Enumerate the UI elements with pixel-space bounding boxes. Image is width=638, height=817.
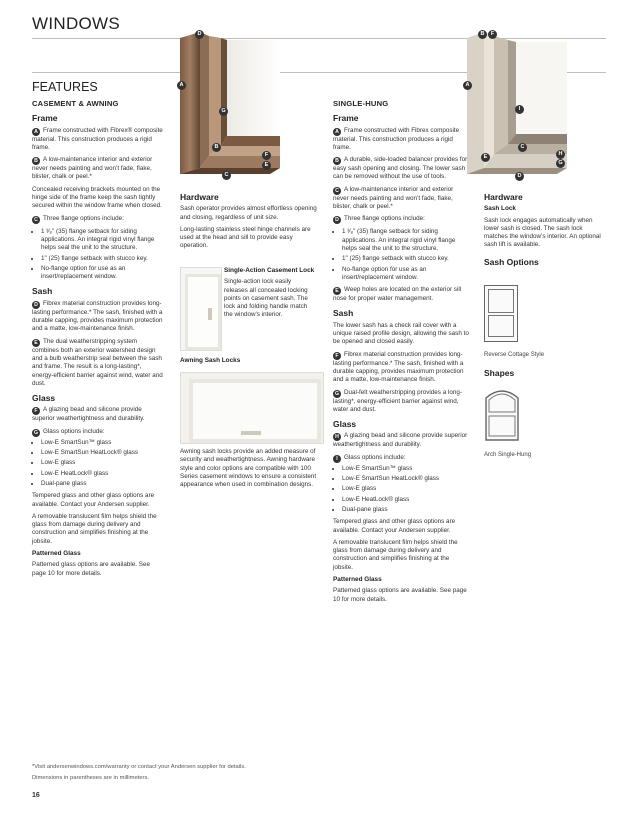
list-item: • 1 ³⁄₈" (35) flange setback for siding applications. An integral rigid vinyl flange helps seal the unit to the structure.	[41, 228, 164, 253]
awning-text: Awning sash locks provide an added measure of security and weathertightness. Awning hardware style and color options are compatible with 100 Series casement windows to ensure a consistent appearance when used in combination designs.	[180, 448, 317, 489]
badge-f: F	[32, 407, 40, 415]
casement-frame-title: Frame	[32, 113, 58, 124]
sh-glass-film: A removable translucent film helps shield the glass from damage during delivery and construction and simplifies finishing at the jobsite.	[333, 538, 458, 571]
casement-sash-d: Fibrex material construction provides long-lasting performance.* The sash, finished with a durable capping, provides maximum protection and a matte, low-maintenance finish.	[32, 299, 163, 333]
casement-patterned-title: Patterned Glass	[32, 549, 81, 557]
list-item: • Low-E SmartSun™ glass	[41, 439, 164, 447]
casement-glass-film: A removable translucent film helps shield the glass from damage during delivery and construction and simplifies finishing at the jobsite.	[32, 512, 157, 545]
badge-e: E	[32, 339, 40, 347]
shapes-title: Shapes	[484, 368, 515, 378]
list-item: • No-flange option for use as an insert/replacement window.	[41, 265, 164, 282]
awning-caption-wrap	[180, 357, 320, 365]
badge-i: I	[333, 455, 341, 463]
casement-frame-c: Three flange options include:	[43, 214, 124, 222]
badge-c: C	[333, 187, 341, 195]
list-item: • No-flange option for use as an insert/replacement window.	[342, 266, 469, 283]
list-item: • 1 ³⁄₈" (35) flange setback for siding applications. An integral rigid vinyl flange helps seal the unit to the structure.	[342, 228, 469, 253]
casement-glass-list	[32, 439, 164, 488]
casement-sash-e: The dual weatherstripping system combines both an exterior watershed design and a bulb weatherstrip seal between the sash and frame. The result is a long-lasting*, energy-efficient barrier against wind, water and dust.	[32, 337, 163, 387]
badge-d: D	[32, 301, 40, 309]
sh-hardware-column	[484, 193, 608, 270]
callout-e: E	[262, 161, 271, 170]
awning-lock-photo	[180, 372, 324, 444]
callout-b-sh: B	[478, 30, 487, 39]
single-action-lock	[224, 267, 316, 324]
casement-glass-title: Glass	[32, 393, 56, 404]
badge-h: H	[333, 433, 341, 441]
sh-hardware-title: Hardware	[484, 192, 523, 202]
casement-concealed: Concealed receiving brackets mounted on the hinge side of the frame keep the sash tightly secured within the window frame when closed.	[32, 185, 162, 210]
callout-a: A	[177, 81, 186, 90]
sh-frame-a: Frame constructed with Fibrex composite material. This construction produces a rigid frame.	[333, 126, 460, 151]
sh-patterned-text: Patterned glass options are available. See page 10 for more details.	[333, 587, 467, 603]
sash-lock-title: Sash Lock	[484, 205, 516, 213]
arch-single-hung-icon	[484, 384, 520, 442]
badge-d: D	[333, 216, 341, 224]
callout-f-sh: F	[488, 30, 497, 39]
hardware-p2: Long-lasting stainless steel hinge channels are used at the head and sill to provide easy operation.	[180, 225, 311, 250]
badge-g: G	[334, 390, 340, 397]
sh-frame-e: Weep holes are located on the exterior sill nose for proper water management.	[333, 286, 462, 303]
page-title: WINDOWS	[32, 14, 121, 33]
callout-d: D	[195, 30, 204, 39]
shapes-wrap	[484, 369, 608, 377]
awning-caption: Awning Sash Locks	[180, 357, 241, 364]
reverse-cottage-caption: Reverse Cottage Style	[484, 352, 545, 358]
sash-options-title: Sash Options	[484, 256, 539, 267]
casement-glass-tempered: Tempered glass and other glass options are available. Contact your Andersen supplier.	[32, 492, 155, 508]
sh-frame-b: A durable, side-loaded balancer provides for easy sash opening and closing. The lower sash can be removed without the use of tools.	[333, 156, 468, 181]
footnote-warranty: *Visit andersenwindows.com/warranty or contact your Andersen supplier for details.	[32, 764, 246, 770]
list-item: • 1" (25) flange setback with stucco key.	[342, 255, 469, 263]
single-hung-column	[333, 100, 469, 608]
sh-patterned-title: Patterned Glass	[333, 575, 382, 583]
callout-d-sh: D	[515, 172, 524, 181]
callout-g: G	[219, 107, 228, 116]
sh-glass-h: A glazing bead and silicone provide superior weathertightness and durability.	[333, 432, 468, 449]
list-item: • Low-E HeatLock® glass	[342, 496, 469, 504]
callout-c: C	[222, 171, 231, 180]
callout-h-sh: H	[556, 150, 565, 159]
sh-glass-i: Glass options include:	[344, 453, 406, 461]
sh-sash-title: Sash	[333, 308, 354, 319]
sash-lock-text: Sash lock engages automatically when lower sash is closed. The sash lock matches the window’s interior. An optional sash lift is available.	[484, 216, 601, 249]
badge-a: A	[333, 128, 341, 136]
sh-sash-p: The lower sash has a check rail cover with a unique raised profile design, allowing the sash to be opened and closed easily.	[333, 321, 469, 346]
sh-frame-c: A low-maintenance interior and exterior never needs painting and won’t fade, flake, blister, chalk or peel.*	[333, 185, 454, 211]
hardware-title: Hardware	[180, 192, 219, 202]
casement-heading: CASEMENT & AWNING	[32, 99, 119, 108]
casement-lock-photo	[180, 267, 222, 351]
list-item: • Low-E SmartSun HeatLock® glass	[342, 475, 469, 483]
callout-f: F	[262, 151, 271, 160]
badge-c: C	[32, 216, 40, 224]
sh-sash-g: Dual-felt weatherstripping provides a long-lasting*, energy-efficient barrier against wind, water and dust.	[333, 388, 462, 413]
casement-flange-list	[32, 228, 164, 282]
badge-f: F	[333, 352, 341, 360]
sh-glass-title: Glass	[333, 419, 357, 430]
sh-flange-list	[333, 228, 469, 282]
sh-sash-f: Fibrex material construction provides long-lasting performance.* The sash, finished with a durable capping, provides maximum protection and a matte, low-maintenance finish.	[333, 350, 464, 384]
callout-e-sh: E	[481, 153, 490, 162]
hardware-p1: Sash operator provides almost effortless opening and closing, regardless of unit size.	[180, 205, 317, 221]
badge-e: E	[333, 287, 341, 295]
casement-frame-b: A low-maintenance interior and exterior never needs painting and won’t fade, flake, blister, chalk or peel.*	[32, 156, 153, 181]
sh-glass-list	[333, 465, 469, 514]
single-hung-heading: SINGLE-HUNG	[333, 99, 389, 108]
badge-b: B	[32, 157, 40, 165]
list-item: • 1" (25) flange setback with stucco key.	[41, 255, 164, 263]
footnote-dimensions: Dimensions in parentheses are in millimeters.	[32, 775, 149, 781]
callout-b: B	[212, 143, 221, 152]
casement-patterned-text: Patterned glass options are available. See page 10 for more details.	[32, 561, 150, 577]
callout-a-sh: A	[463, 81, 472, 90]
features-heading: FEATURES	[32, 80, 98, 94]
sh-frame-title: Frame	[333, 113, 359, 124]
lock-title: Single-Action Casement Lock	[224, 267, 315, 274]
badge-g: G	[33, 429, 39, 436]
sh-frame-d: Three flange options include:	[344, 215, 425, 223]
list-item: • Dual-pane glass	[342, 506, 469, 514]
hardware-column	[180, 193, 320, 255]
casement-glass-g: Glass options include:	[43, 427, 105, 435]
casement-glass-f: A glazing bead and silicone provide superior weathertightness and durability.	[32, 406, 145, 423]
arch-caption: Arch Single-Hung	[484, 452, 532, 458]
callout-i-sh: I	[515, 105, 524, 114]
page-number: 16	[32, 792, 40, 799]
casement-sash-title: Sash	[32, 286, 53, 297]
awning-text-wrap	[180, 448, 322, 493]
list-item: • Low-E SmartSun™ glass	[342, 465, 469, 473]
reverse-cottage-window-icon	[484, 285, 518, 342]
badge-b: B	[333, 157, 341, 165]
callout-c-sh: C	[518, 143, 527, 152]
list-item: • Low-E glass	[41, 459, 164, 467]
casement-frame-a: Frame constructed with Fibrex® composite material. This construction produces a rigid frame.	[32, 126, 163, 151]
callout-g-sh: G	[556, 159, 565, 168]
sh-glass-tempered: Tempered glass and other glass options are available. Contact your Andersen supplier.	[333, 518, 456, 534]
list-item: • Dual-pane glass	[41, 480, 164, 488]
list-item: • Low-E SmartSun HeatLock® glass	[41, 449, 164, 457]
casement-column	[32, 100, 164, 582]
list-item: • Low-E HeatLock® glass	[41, 470, 164, 478]
lock-text: Single-action lock easily releases all concealed locking points on casement sash. The lock and folding handle match the window’s interior.	[224, 278, 308, 319]
badge-a: A	[32, 128, 40, 136]
list-item: • Low-E glass	[342, 485, 469, 493]
